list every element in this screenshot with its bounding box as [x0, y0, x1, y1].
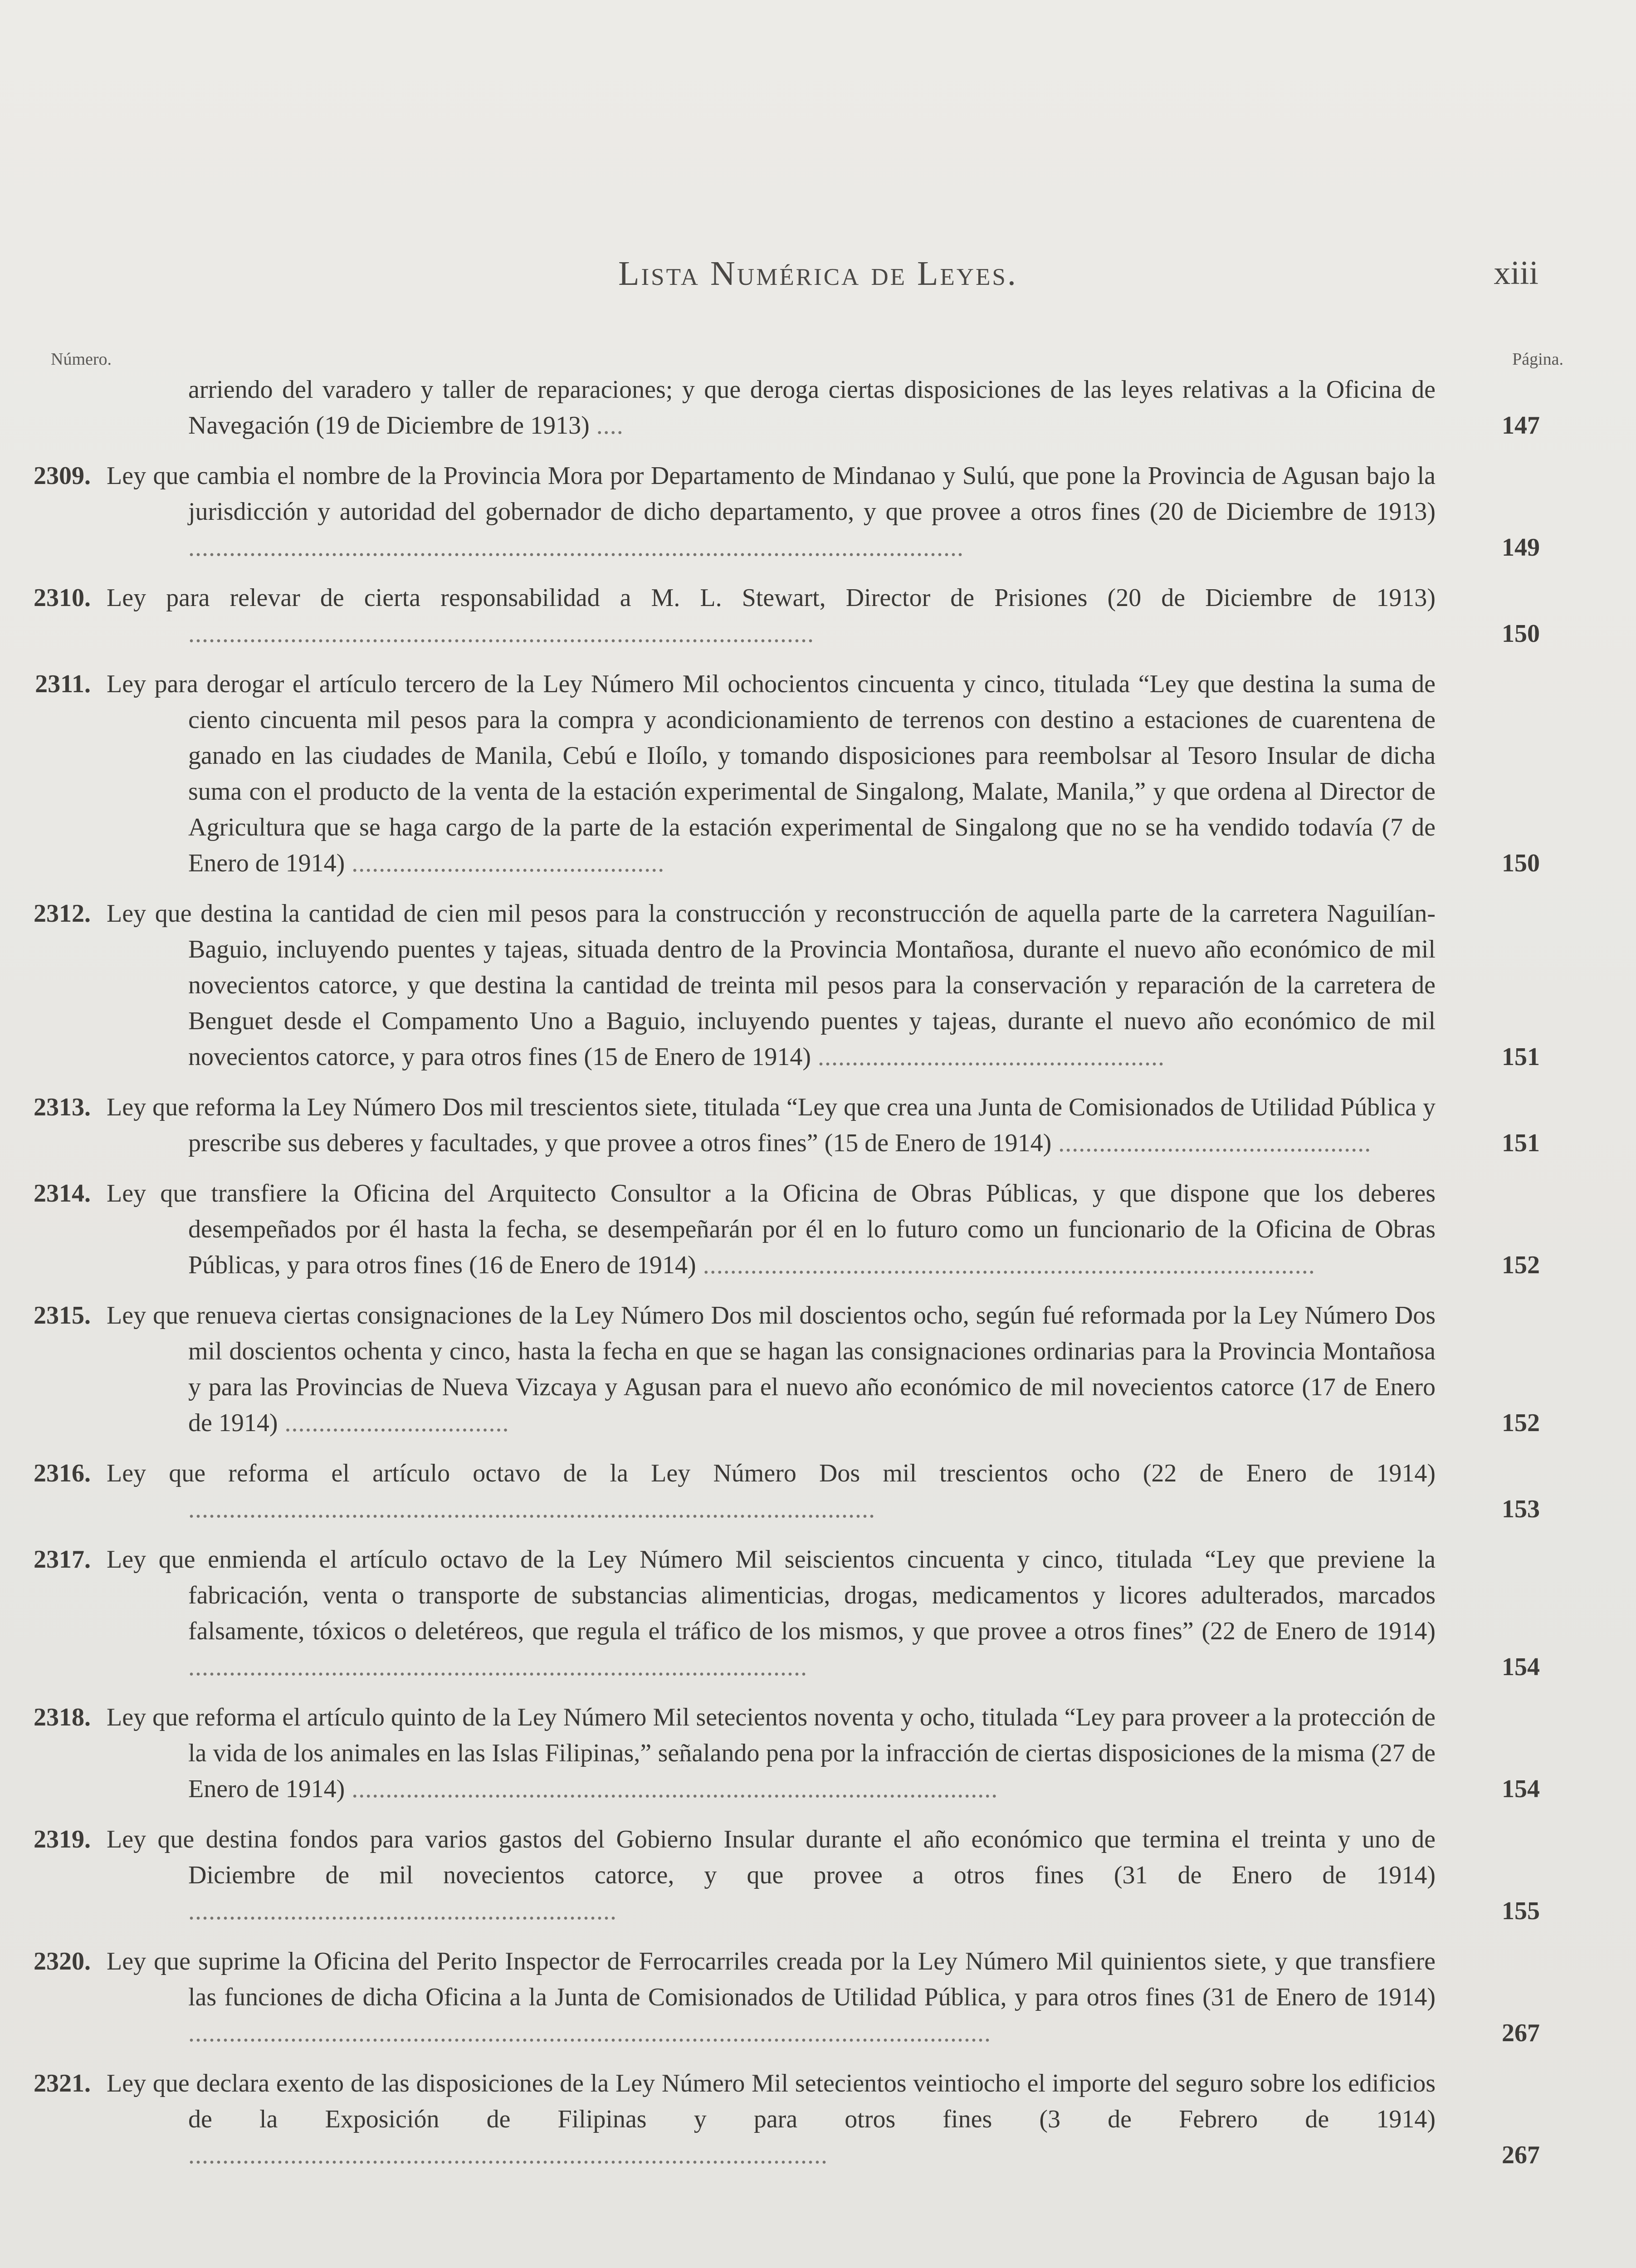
page-reference: 154 [1502, 1653, 1540, 1681]
law-list [34, 372, 1540, 2188]
law-description [107, 666, 1436, 881]
list-item [34, 1822, 1540, 1929]
list-item [34, 580, 1540, 652]
dot-leader: .... [589, 411, 624, 440]
dot-leader: ............................................................................................... [345, 1775, 998, 1803]
law-number: 2320. [34, 1947, 91, 1975]
list-item [34, 1700, 1540, 1807]
page-reference: 155 [1502, 1897, 1540, 1925]
list-item [34, 1176, 1540, 1283]
law-text: Ley que reforma la Ley Número Dos mil trescientos siete, titulada “Ley que crea una Junta de Comisionados de Utilidad Pública y prescribe sus deberes y facultades, y que provee a otros fines” (15 de Enero de 1914) [107, 1093, 1436, 1157]
list-item [34, 1456, 1540, 1527]
law-description [107, 1700, 1436, 1807]
law-description [107, 580, 1436, 652]
page-reference: 267 [1502, 2141, 1540, 2169]
law-description [107, 372, 1436, 444]
law-description [107, 1090, 1436, 1161]
law-number: 2318. [34, 1703, 91, 1731]
dot-leader: ..................................................................................................... [188, 1495, 875, 1523]
dot-leader: ............................................................... [188, 1897, 617, 1925]
law-text: Ley para derogar el artículo tercero de la Ley Número Mil ochocientos cincuenta y cinco, titulada “Ley que destina la suma de ciento cincuenta mil pesos para la compra y acondicionamiento de terrenos con destino a estaciones de cuarentena de ganado en las ciudades de Manila, Cebú e Iloílo, y tomando disposiciones para reembolsar al Tesoro Insular de dicha suma con el producto de la venta de la estación experimental de Singalong, Malate, Manila,” y que ordena al Director de Agricultura que se haga cargo de la parte de la estación experimental de Singalong que no se ha vendido todavía (7 de Enero de 1914) [107, 670, 1436, 877]
list-item [34, 458, 1540, 566]
law-text: Ley que suprime la Oficina del Perito Inspector de Ferrocarriles creada por la Ley Número Mil quinientos siete, y que transfiere las funciones de dicha Oficina a la Junta de Comisionados de Utilidad Pública, y para otros fines (31 de Enero de 1914) [107, 1947, 1436, 2011]
page-reference: 154 [1502, 1775, 1540, 1803]
law-number: 2319. [34, 1825, 91, 1853]
list-item [107, 372, 1540, 444]
law-text: Ley que declara exento de las disposiciones de la Ley Número Mil setecientos veintiocho el importe del seguro sobre los edificios de la Exposición de Filipinas y para otros fines (3 de Febrero de 1914) [107, 2069, 1436, 2133]
list-item [34, 1542, 1540, 1685]
dot-leader: .................................................................................................................. [188, 533, 964, 562]
dot-leader: ........................................................................................... [188, 1653, 807, 1681]
page-number: xiii [1494, 254, 1538, 292]
page-reference: 153 [1502, 1495, 1540, 1523]
law-number: 2315. [34, 1301, 91, 1330]
law-text: arriendo del varadero y taller de reparaciones; y que deroga ciertas disposiciones de las leyes relativas a la Oficina de Navegación (19 de Diciembre de 1913) [188, 376, 1436, 440]
page-reference: 150 [1502, 620, 1540, 648]
dot-leader: .......................................................................................... [696, 1251, 1315, 1279]
dot-leader: .............................................................................................. [188, 2141, 828, 2169]
law-description [107, 896, 1436, 1075]
page-reference: 151 [1502, 1129, 1540, 1157]
law-text: Ley que reforma el artículo quinto de la Ley Número Mil setecientos noventa y ocho, titulada “Ley para proveer a la protección de la vida de los animales en las Islas Filipinas,” señalando pena por la infracción de ciertas disposiciones de la misma (27 de Enero de 1914) [107, 1703, 1436, 1803]
law-number: 2311. [35, 670, 91, 698]
page-reference: 147 [1502, 411, 1540, 440]
page-reference: 152 [1502, 1409, 1540, 1437]
law-description [107, 1298, 1436, 1441]
law-number: 2314. [34, 1179, 91, 1207]
law-text: Ley que renueva ciertas consignaciones de la Ley Número Dos mil doscientos ocho, según fué reformada por la Ley Número Dos mil doscientos ochenta y cinco, hasta la fecha en que se hagan las consignaciones ordinarias para la Provincia Montañosa y para las Provincias de Nueva Vizcaya y Agusan para el nuevo año económico de mil novecientos catorce (17 de Enero de 1914) [107, 1301, 1436, 1437]
law-text: Ley para relevar de cierta responsabilidad a M. L. Stewart, Director de Prisiones (20 de Diciembre de 1913) [107, 584, 1436, 612]
law-number: 2309. [34, 462, 91, 490]
law-number: 2312. [34, 899, 91, 928]
list-item [34, 896, 1540, 1075]
running-head [0, 254, 1636, 308]
list-item [34, 1298, 1540, 1441]
law-text: Ley que destina la cantidad de cien mil pesos para la construcción y reconstrucción de aquella parte de la carretera Naguilían-Baguio, incluyendo puentes y tajeas, situada dentro de la Provincia Montañosa, durante el nuevo año económico de mil novecientos catorce, y que destina la cantidad de treinta mil pesos para la conservación y reparación de la carretera de Benguet desde el Compamento Uno a Baguio, incluyendo puentes y tajeas, durante el nuevo año económico de mil novecientos catorce, y para otros fines (15 de Enero de 1914) [107, 899, 1436, 1071]
list-item [34, 2066, 1540, 2173]
column-label-pagina: Página. [1512, 350, 1563, 369]
dot-leader: ...................................................................................................................... [188, 2019, 991, 2047]
law-text: Ley que transfiere la Oficina del Arquitecto Consultor a la Oficina de Obras Públicas, y que dispone que los deberes desempeñados por él hasta la fecha, se desempeñarán por él en lo futuro como un funcionario de la Oficina de Obras Públicas, y para otros fines (16 de Enero de 1914) [107, 1179, 1436, 1279]
dot-leader: ............................................................................................ [188, 620, 814, 648]
law-number: 2310. [34, 584, 91, 612]
dot-leader: .............................................. [345, 849, 665, 877]
law-description [107, 1456, 1436, 1527]
law-number: 2313. [34, 1093, 91, 1121]
page-title: Lista Numérica de Leyes. [618, 254, 1018, 293]
page-reference: 149 [1502, 533, 1540, 562]
law-number: 2316. [34, 1459, 91, 1487]
law-description [107, 1176, 1436, 1283]
law-description [107, 1944, 1436, 2051]
law-text: Ley que cambia el nombre de la Provincia Mora por Departamento de Mindanao y Sulú, que pone la Provincia de Agusan bajo la jurisdicción y autoridad del gobernador de dicho departamento, y que provee a otros fines (20 de Diciembre de 1913) [107, 462, 1436, 526]
law-description [107, 1542, 1436, 1685]
list-item [34, 1944, 1540, 2051]
law-text: Ley que reforma el artículo octavo de la Ley Número Dos mil trescientos ocho (22 de Enero de 1914) [107, 1459, 1436, 1487]
law-number: 2317. [34, 1545, 91, 1574]
dot-leader: ................................. [278, 1409, 509, 1437]
page-reference: 152 [1502, 1251, 1540, 1279]
list-item [35, 666, 1540, 881]
law-description [107, 1822, 1436, 1929]
law-text: Ley que destina fondos para varios gastos del Gobierno Insular durante el año económico que termina el treinta y uno de Diciembre de mil novecientos catorce, y que provee a otros fines (31 de Enero de 1914) [107, 1825, 1436, 1889]
page-reference: 151 [1502, 1043, 1540, 1071]
law-description [107, 458, 1436, 566]
dot-leader: .............................................. [1051, 1129, 1372, 1157]
law-description [107, 2066, 1436, 2173]
page-reference: 150 [1502, 849, 1540, 877]
list-item [34, 1090, 1540, 1161]
law-number: 2321. [34, 2069, 91, 2097]
law-text: Ley que enmienda el artículo octavo de la Ley Número Mil seiscientos cincuenta y cinco, titulada “Ley que previene la fabricación, venta o transporte de substancias alimenticias, drogas, medicamentos y licores adulterados, marcados falsamente, tóxicos o deletéreos, que regula el tráfico de los mismos, y que provee a otros fines” (22 de Enero de 1914) [107, 1545, 1436, 1645]
column-label-numero: Número. [51, 350, 112, 369]
page-reference: 267 [1502, 2019, 1540, 2047]
dot-leader: ................................................... [811, 1043, 1165, 1071]
